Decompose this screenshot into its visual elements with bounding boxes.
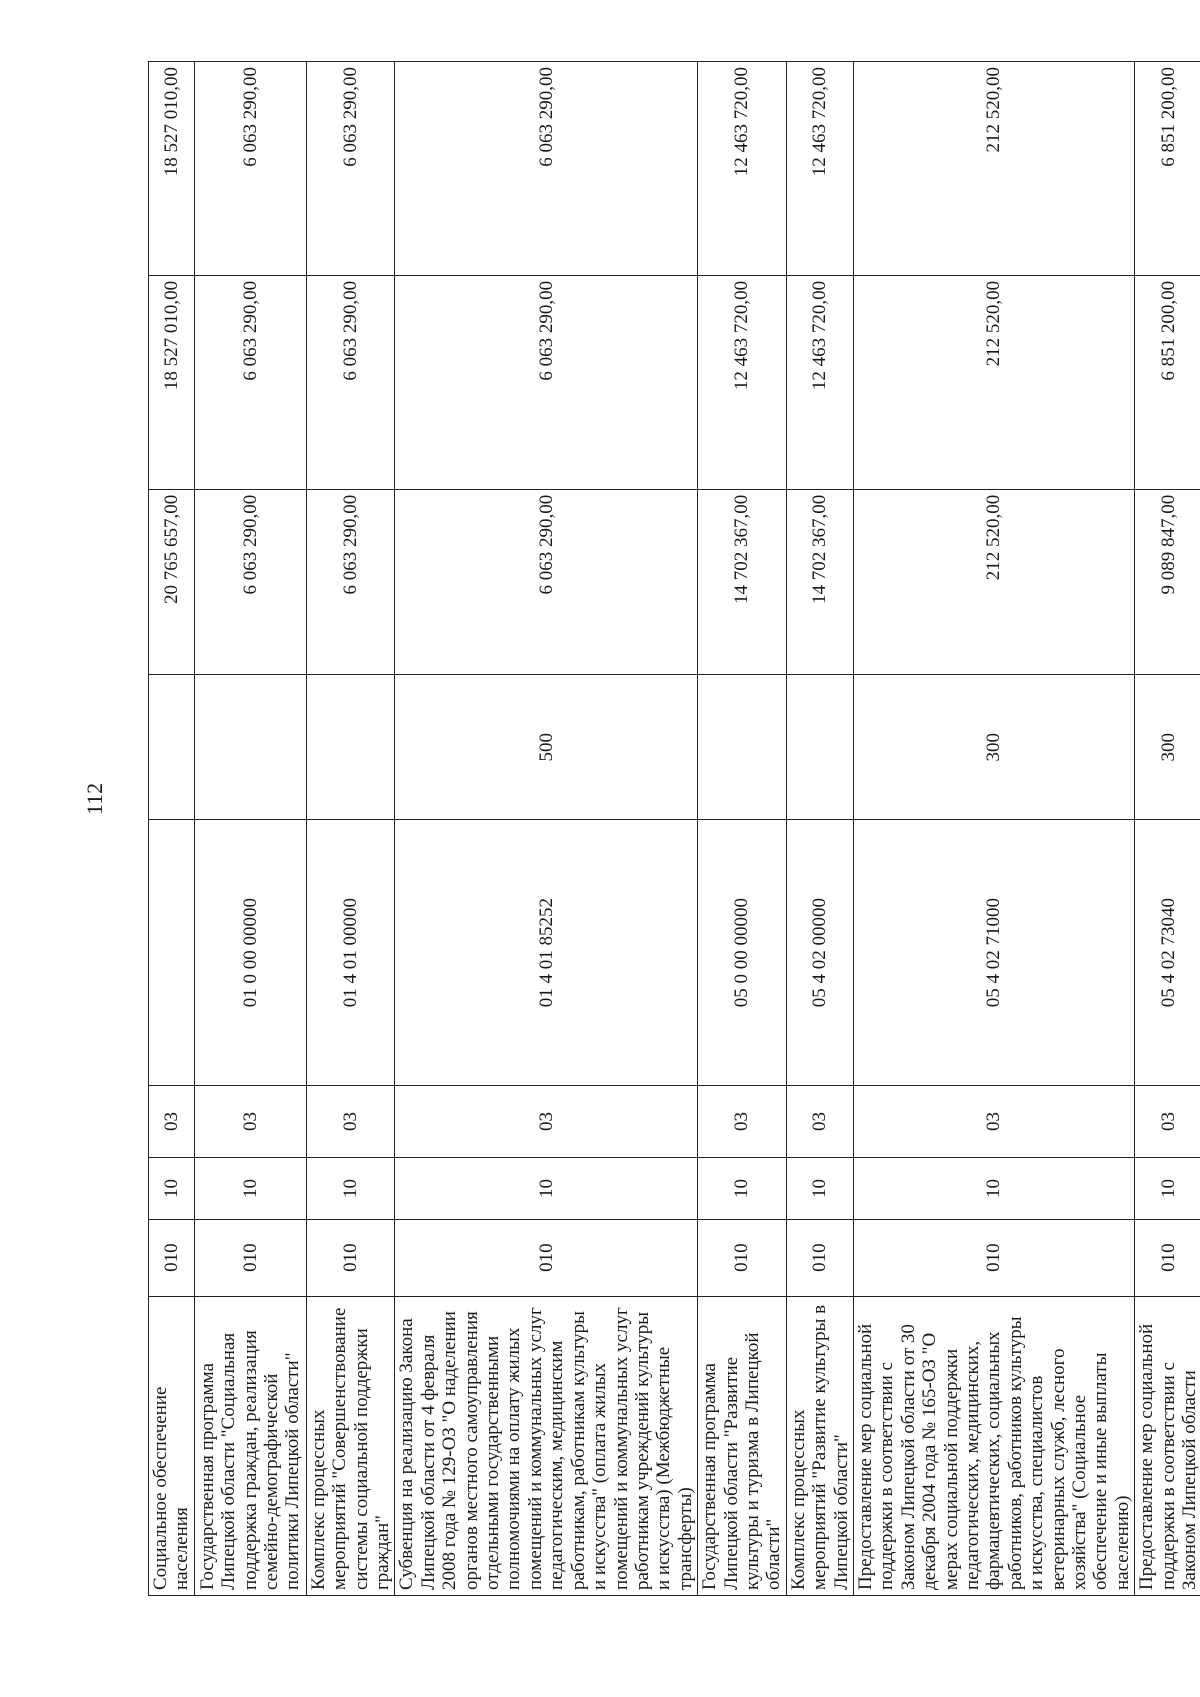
- table-row: [149, 62, 195, 1596]
- row-sum-2: 6 851 200,00: [1135, 275, 1200, 489]
- row-pr-code: 03: [306, 1085, 395, 1158]
- row-pr-code: 03: [194, 1085, 306, 1158]
- row-rz-code: 10: [786, 1158, 853, 1219]
- row-sum-2: 12 463 720,00: [698, 275, 787, 489]
- row-sum-1: 212 520,00: [853, 489, 1134, 674]
- row-gr-code: 010: [194, 1219, 306, 1296]
- row-gr-code: 010: [306, 1219, 395, 1296]
- budget-table: [148, 61, 1200, 1596]
- row-sum-3: 12 463 720,00: [786, 62, 853, 276]
- row-pr-code: 03: [395, 1085, 698, 1158]
- row-pr-code: 03: [149, 1085, 195, 1158]
- row-name: Государственная программа Липецкой области "Развитие культуры и туризма в Липецкой области": [698, 1296, 787, 1595]
- row-name: Комплекс процессных мероприятий "Совершенствование системы социальной поддержки граждан": [306, 1296, 395, 1595]
- row-vr-code: [786, 675, 853, 820]
- table-row: [194, 62, 306, 1596]
- table-row: [786, 62, 853, 1596]
- row-rz-code: 10: [194, 1158, 306, 1219]
- row-csr-code: 05 0 00 00000: [698, 820, 787, 1085]
- row-name: Государственная программа Липецкой области "Социальная поддержка граждан, реализация семейно-демографической политики Липецкой области": [194, 1296, 306, 1595]
- row-vr-code: [306, 675, 395, 820]
- row-rz-code: 10: [149, 1158, 195, 1219]
- row-vr-code: [194, 675, 306, 820]
- row-sum-2: 212 520,00: [853, 275, 1134, 489]
- row-rz-code: 10: [853, 1158, 1134, 1219]
- row-pr-code: 03: [698, 1085, 787, 1158]
- row-sum-3: 12 463 720,00: [698, 62, 787, 276]
- row-sum-2: 12 463 720,00: [786, 275, 853, 489]
- row-rz-code: 10: [395, 1158, 698, 1219]
- row-sum-3: 6 063 290,00: [306, 62, 395, 276]
- row-sum-3: 18 527 010,00: [149, 62, 195, 276]
- row-sum-3: 6 063 290,00: [395, 62, 698, 276]
- row-vr-code: 300: [853, 675, 1134, 820]
- row-csr-code: 05 4 02 73040: [1135, 820, 1200, 1085]
- table-row: [395, 62, 698, 1596]
- row-gr-code: 010: [698, 1219, 787, 1296]
- row-name: Комплекс процессных мероприятий "Развитие культуры в Липецкой области": [786, 1296, 853, 1595]
- row-csr-code: 01 0 00 00000: [194, 820, 306, 1085]
- row-name: Субвенция на реализацию Закона Липецкой области от 4 февраля 2008 года № 129-ОЗ "О наделении органов местного самоуправления отдельными государственными полномочиями на оплату жилых помещений и коммунальных услуг педагогическим, медицинским работникам, работникам культуры и искусства" (оплата жилых помещений и коммунальных услуг работникам учреждений культуры и искусства) (Межбюджетные трансферты): [395, 1296, 698, 1595]
- budget-table-rotated: [148, 61, 1200, 1596]
- row-sum-1: 20 765 657,00: [149, 489, 195, 674]
- row-sum-1: 6 063 290,00: [395, 489, 698, 674]
- row-sum-2: 18 527 010,00: [149, 275, 195, 489]
- row-pr-code: 03: [853, 1085, 1134, 1158]
- row-csr-code: 05 4 02 71000: [853, 820, 1134, 1085]
- row-sum-3: 6 851 200,00: [1135, 62, 1200, 276]
- table-row: [1135, 62, 1200, 1596]
- row-vr-code: [149, 675, 195, 820]
- row-gr-code: 010: [1135, 1219, 1200, 1296]
- row-sum-1: 14 702 367,00: [786, 489, 853, 674]
- row-vr-code: 300: [1135, 675, 1200, 820]
- row-rz-code: 10: [306, 1158, 395, 1219]
- row-name: Предоставление мер социальной поддержки в соответствии с Законом Липецкой области от 30 декабря 2004 года № 165-ОЗ "О мерах социальной поддержки педагогических, медицинских, фармацевтических, социальных работников, работников культуры и искусства, специалистов ветеринарных служб, лесного хозяйства" (Социальное обеспечение и иные выплаты населению): [853, 1296, 1134, 1595]
- row-sum-1: 14 702 367,00: [698, 489, 787, 674]
- row-gr-code: 010: [786, 1219, 853, 1296]
- row-pr-code: 03: [1135, 1085, 1200, 1158]
- row-name: Предоставление мер социальной поддержки в соответствии с Законом Липецкой области: [1135, 1296, 1200, 1595]
- row-gr-code: 010: [149, 1219, 195, 1296]
- row-sum-3: 6 063 290,00: [194, 62, 306, 276]
- row-sum-2: 6 063 290,00: [194, 275, 306, 489]
- row-rz-code: 10: [698, 1158, 787, 1219]
- page-number: 112: [82, 782, 107, 815]
- table-row: [698, 62, 787, 1596]
- row-sum-1: 6 063 290,00: [306, 489, 395, 674]
- row-csr-code: 01 4 01 85252: [395, 820, 698, 1085]
- table-row: [306, 62, 395, 1596]
- row-vr-code: [698, 675, 787, 820]
- row-csr-code: [149, 820, 195, 1085]
- row-sum-1: 6 063 290,00: [194, 489, 306, 674]
- row-gr-code: 010: [853, 1219, 1134, 1296]
- row-sum-2: 6 063 290,00: [306, 275, 395, 489]
- table-row: [853, 62, 1134, 1596]
- row-sum-3: 212 520,00: [853, 62, 1134, 276]
- row-sum-1: 9 089 847,00: [1135, 489, 1200, 674]
- row-sum-2: 6 063 290,00: [395, 275, 698, 489]
- row-name: Социальное обеспечение населения: [149, 1296, 195, 1595]
- row-vr-code: 500: [395, 675, 698, 820]
- row-csr-code: 05 4 02 00000: [786, 820, 853, 1085]
- row-rz-code: 10: [1135, 1158, 1200, 1219]
- row-csr-code: 01 4 01 00000: [306, 820, 395, 1085]
- row-gr-code: 010: [395, 1219, 698, 1296]
- row-pr-code: 03: [786, 1085, 853, 1158]
